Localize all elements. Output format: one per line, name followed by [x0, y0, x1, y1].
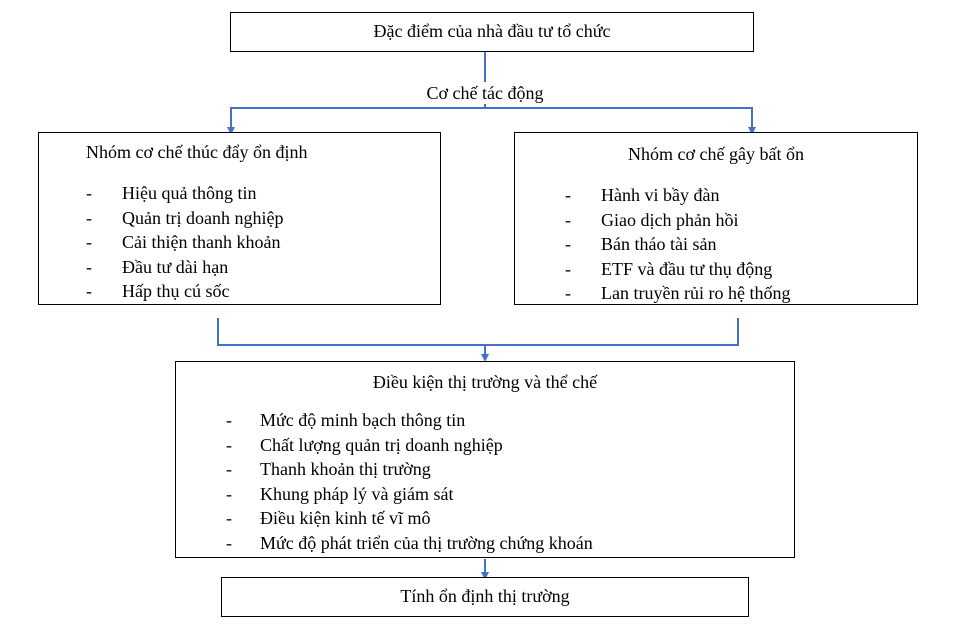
- middle-item-label: Khung pháp lý và giám sát: [260, 483, 454, 504]
- right-item-label: Giao dịch phản hồi: [601, 209, 739, 230]
- list-dash: -: [226, 434, 232, 455]
- right-item-label: Hành vi bầy đàn: [601, 185, 720, 205]
- list-item: [565, 183, 917, 208]
- list-dash: -: [565, 283, 571, 303]
- bottom-box-title: Tính ổn định thị trường: [400, 586, 570, 606]
- right-item-label: Bán tháo tài sản: [601, 234, 717, 254]
- list-item: [226, 506, 794, 531]
- left-item-label: Đầu tư dài hạn: [122, 256, 229, 277]
- middle-item-label: Mức độ minh bạch thông tin: [260, 410, 466, 430]
- left-item-label: Hiệu quả thông tin: [122, 183, 257, 203]
- list-dash: -: [226, 532, 232, 553]
- list-item: [565, 232, 917, 257]
- list-item: [565, 208, 917, 233]
- list-dash: -: [565, 185, 571, 205]
- middle-box-list: [226, 408, 794, 555]
- top-box: [230, 12, 754, 52]
- list-item: [565, 281, 917, 305]
- list-dash: -: [226, 508, 232, 528]
- list-item: [226, 482, 794, 507]
- list-dash: -: [226, 459, 232, 479]
- list-dash: -: [565, 234, 571, 254]
- left-item-label: Quản trị doanh nghiệp: [122, 207, 284, 228]
- list-dash: -: [226, 483, 232, 504]
- right-item-label: Lan truyền rủi ro hệ thống: [601, 283, 791, 303]
- list-dash: -: [565, 209, 571, 230]
- list-item: [226, 433, 794, 458]
- list-dash: -: [86, 281, 92, 301]
- list-dash: -: [86, 256, 92, 277]
- middle-box-title: Điều kiện thị trường và thể chế: [372, 372, 598, 392]
- middle-box: [175, 361, 795, 558]
- right-item-label: ETF và đầu tư thụ động: [601, 258, 773, 279]
- left-box-title: Nhóm cơ chế thúc đẩy ổn định: [86, 142, 308, 162]
- list-item: [86, 230, 440, 255]
- list-item: [565, 257, 917, 282]
- list-item: [86, 255, 440, 280]
- left-box-list: [86, 181, 440, 304]
- list-dash: -: [86, 232, 92, 252]
- list-item: [226, 457, 794, 482]
- list-item: [86, 206, 440, 231]
- list-dash: -: [226, 410, 232, 430]
- mechanism-label: Cơ chế tác động: [360, 82, 610, 104]
- left-item-label: Cải thiện thanh khoản: [122, 232, 281, 252]
- right-box-list: [565, 183, 917, 305]
- list-item: [226, 408, 794, 433]
- list-dash: -: [86, 207, 92, 228]
- right-box: [514, 132, 918, 305]
- middle-item-label: Điều kiện kinh tế vĩ mô: [260, 508, 431, 528]
- bottom-box: [221, 577, 749, 617]
- left-box: [38, 132, 441, 305]
- list-item: [86, 181, 440, 206]
- list-item: [86, 279, 440, 304]
- list-dash: -: [86, 183, 92, 203]
- left-item-label: Hấp thụ cú sốc: [122, 281, 230, 301]
- list-dash: -: [565, 258, 571, 279]
- list-item: [226, 531, 794, 556]
- middle-item-label: Chất lượng quản trị doanh nghiệp: [260, 434, 503, 455]
- middle-item-label: Thanh khoản thị trường: [260, 459, 431, 479]
- middle-item-label: Mức độ phát triển của thị trường chứng khoán: [260, 532, 593, 553]
- right-box-title: Nhóm cơ chế gây bất ổn: [628, 144, 804, 164]
- top-box-title: Đặc điểm của nhà đầu tư tổ chức: [373, 21, 611, 41]
